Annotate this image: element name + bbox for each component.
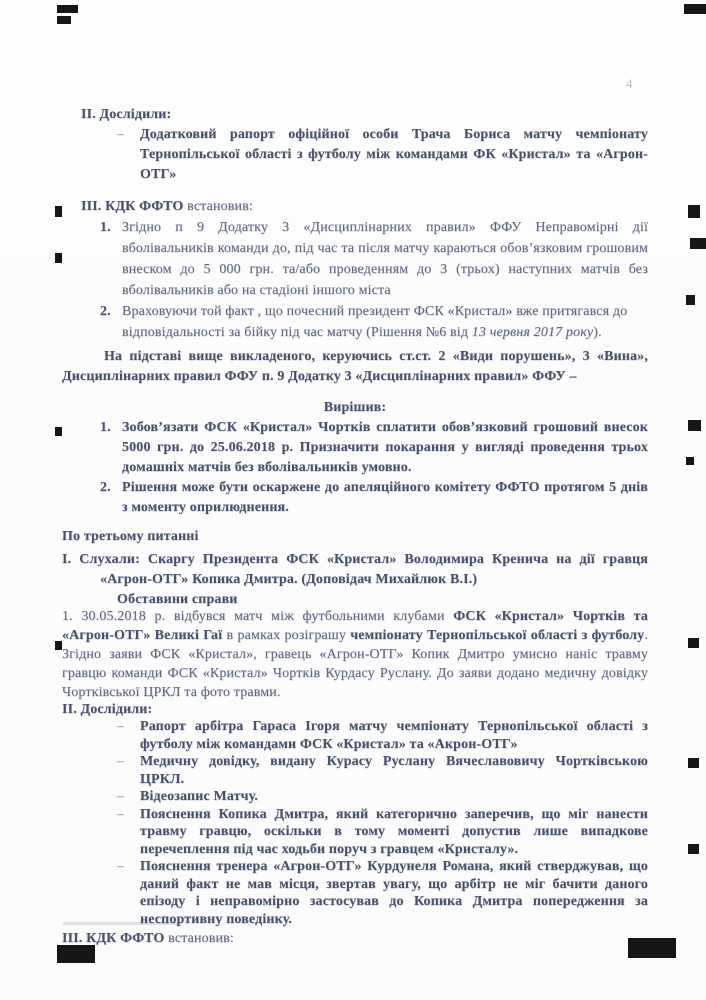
scan-artifact-mark [688,638,699,648]
dash-bullet: – [117,719,125,734]
section-heading-researched-1: ІІ. Дослідили: [81,107,172,122]
list-item [62,217,648,301]
list-item-text: Зобов’язати ФСК «Кристал» Чортків сплатити обов’язковий грошовий внесок 5000 грн. до 25.06.2018 р. Призначити покарання у вигляді проведення трьох домашніх матчів без вболівальників умовно. [122,420,648,475]
document-body [62,0,648,949]
item-number: 2. [100,480,111,495]
list-item-text: Рапорт арбітра Гараса Ігоря матчу чемпіонату Тернопільської області з футболу між командами ФСК «Кристал» та «Акрон-ОТГ» [140,719,648,752]
list-item [62,418,648,478]
researched-list-1 [62,125,648,185]
scan-artifact-mark [688,205,700,218]
list-item [62,478,648,518]
list-item-text: Пояснення тренера «Агрон-ОТГ» Курдунеля Романа, який стверджував, що даний факт не мав місця, звертав увагу, що арбітр не міг бачити даного епізоду і неправомірно застосував до Копика Дмитра попередження за неспортивну поведінку. [140,859,648,927]
section-heading-established-2 [62,929,648,949]
decision-date-italic: 13 червня 2017 року [471,325,594,340]
list-item-text: Відеозапис Матчу. [140,789,259,804]
championship-strong: чемпіонату Тернопільської області з футболу [350,628,645,643]
scan-artifact-mark [55,641,62,650]
list-item [62,718,648,753]
section-heading-researched-2: ІІ. Дослідили: [62,702,153,717]
third-question-heading: По третьому питанні [62,529,199,544]
circumstances-paragraph [62,607,648,702]
list-item-text: Медичну довідку, видану Курасу Руслану Вячеславовичу Чортківською ЦРКЛ. [140,754,648,787]
list-item [62,806,648,859]
text-segment: 1. 30.05.2018 р. відбувся матч між футбольними клубами [62,609,454,624]
item-number: 1. [100,420,111,435]
item-number: 1. [100,220,111,235]
scan-artifact-mark [686,457,694,465]
text-segment: в рамках розіграшу [222,628,351,643]
list-item-text: Пояснення Копика Дмитра, який категорично заперечив, що міг нанести травму гравцю, оскільки в тому моменті допустив лише випадкове перечеплення під час ходьби поруч з гравцем «Кристалу». [140,806,648,857]
scan-artifact-mark [686,295,695,305]
page-number: 4 [626,76,633,91]
dash-bullet: – [117,789,125,804]
scan-artifact-mark [688,420,701,431]
researched-list-2 [62,718,648,928]
dash-bullet: – [117,754,125,769]
legal-basis-paragraph: На підставі вище викладеного, керуючись ст.ст. 2 «Види порушень», 3 «Вина», Дисциплінарних правил ФФУ п. 9 Додатку 3 «Дисциплінарних правил» ФФУ – [62,349,648,384]
dash-bullet: – [117,127,125,142]
dash-bullet: – [117,859,125,874]
scan-artifact-mark [55,206,62,217]
heard-paragraph: І. Слухали: Скаргу Президента ФСК «Кристал» Володимира Кренича на дії гравця «Агрон-ОТГ» Копика Дмитра. (Доповідач Михайлюк В.І.) [62,552,648,587]
list-item [62,301,648,343]
scan-artifact-mark [688,844,699,854]
section-heading-established-1 [81,197,648,217]
established-list-1 [62,217,648,343]
list-item [62,788,648,806]
scan-artifact-mark [690,238,706,249]
list-item-text: Додатковий рапорт офіційної особи Трача Бориса матчу чемпіонату Тернопільської області з футболу між командами ФК «Кристал» та «Агрон-ОТГ» [140,127,648,182]
heading-rest: встановив: [183,199,253,214]
teams-strong: ФСК «Кристал» Чортків та «Агрон-ОТГ» Великі Гаї [62,609,648,643]
list-item [62,858,648,928]
heading-strong: ІІІ. КДК ФФТО [62,931,165,946]
scan-artifact-mark [55,253,62,263]
list-item [62,753,648,788]
list-item-text: Згідно п 9 Додатку 3 «Дисциплінарних правил» ФФУ Неправомірні дії вболівальників команди до, під час та після матчу караються обов’язковим грошовим внеском до 5 000 грн. та/або проведенням до 3 (трьох) наступних матчів без вболівальників або на стадіоні іншого міста [122,220,648,298]
decided-list [62,418,648,518]
item-number: 2. [100,304,111,319]
scan-artifact-mark [55,427,62,436]
dash-bullet: – [117,806,125,822]
list-item-text: Рішення може бути оскаржене до апеляційного комітету ФФТО протягом 5 днів з моменту оприлюднення. [122,480,648,515]
scan-artifact-mark [684,4,706,14]
circumstances-heading: Обставини справи [117,592,238,607]
scan-artifact-mark [688,758,699,768]
heading-rest: встановив: [164,931,234,946]
heading-strong: ІІІ. КДК ФФТО [81,199,184,214]
text-segment: . Згідно заяви ФСК «Кристал», гравець «Агрон-ОТГ» Копик Дмитро умисно наніс травму гравцю команди ФСК «Кристал» Чортків Курдасу Руслану. До заяви додано медичну довідку Чортківської ЦРКЛ та фото травми. [62,628,648,700]
list-item-text: Враховуючи той факт , що почесний президент ФСК «Кристал» вже притягався до відповідальності за бійку під час матчу (Рішення №6 від [122,304,628,340]
list-item [62,125,648,185]
list-item-text-end: ). [593,325,602,340]
decided-heading: Вирішив: [323,400,387,415]
